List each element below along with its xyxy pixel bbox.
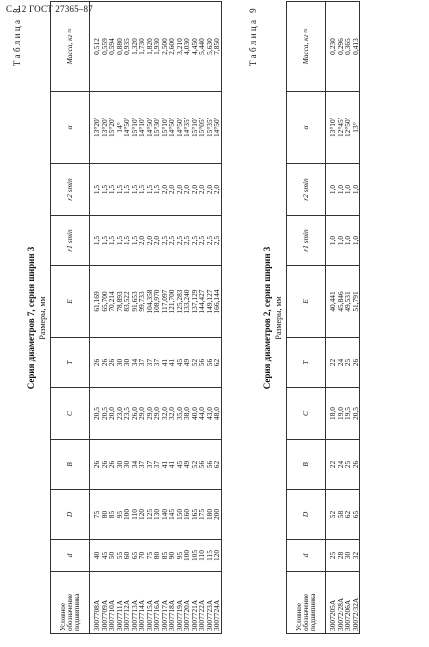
table-cell: 55 xyxy=(116,540,124,572)
table-cell: 137,129 xyxy=(191,266,199,338)
table-cell: 52 xyxy=(191,338,199,388)
table-cell: 75 xyxy=(146,540,154,572)
table-cell: 37 xyxy=(153,440,161,490)
column-header: T xyxy=(287,338,326,388)
table-cell: 1,5 xyxy=(146,164,154,216)
table-cell: 20,5 xyxy=(90,388,101,440)
table-cell: 3007205A xyxy=(326,572,337,634)
table-cell: 26,0 xyxy=(131,388,139,440)
table-cell: 18,0 xyxy=(326,388,337,440)
table-cell: 41 xyxy=(161,338,169,388)
table-row xyxy=(101,2,109,634)
column-header: r1 smin xyxy=(287,216,326,266)
table-cell: 80 xyxy=(153,540,161,572)
table-row xyxy=(183,2,191,634)
table-row xyxy=(138,2,146,634)
table-row xyxy=(123,2,131,634)
table-cell: 15°35' xyxy=(206,92,214,164)
table-cell: 0,594 xyxy=(108,2,116,92)
table-cell: 23,0 xyxy=(116,388,124,440)
table-cell: 19,0 xyxy=(337,388,345,440)
table-cell: 140 xyxy=(161,490,169,540)
table-row xyxy=(116,2,124,634)
table-cell: 51,791 xyxy=(352,266,360,338)
table-cell: 15°05' xyxy=(198,92,206,164)
column-header: d xyxy=(51,540,90,572)
table-cell: 1,320 xyxy=(131,2,139,92)
table-cell: 30 xyxy=(123,440,131,490)
table-cell: 3007708A xyxy=(90,572,101,634)
table-cell: 20,5 xyxy=(352,388,360,440)
table-cell: 3007713A xyxy=(131,572,139,634)
column-header: Масса, кг ≈ xyxy=(287,2,326,92)
table-row xyxy=(168,2,176,634)
table-cell: 32 xyxy=(352,540,360,572)
column-header: α xyxy=(51,92,90,164)
table-cell: 1,5 xyxy=(131,164,139,216)
table-cell: 2,0 xyxy=(176,164,184,216)
table-cell: 1,0 xyxy=(344,216,352,266)
table-cell: 166,144 xyxy=(213,266,221,338)
table-row xyxy=(198,2,206,634)
table-cell: 15°10' xyxy=(161,92,169,164)
table-cell: 70,214 xyxy=(108,266,116,338)
table-cell: 0,512 xyxy=(90,2,101,92)
table-cell: 34 xyxy=(131,440,139,490)
table-cell: 90 xyxy=(168,540,176,572)
table-cell: 13°20' xyxy=(101,92,109,164)
column-header: C xyxy=(51,388,90,440)
rotated-content xyxy=(12,2,421,634)
table-cell: 105 xyxy=(191,540,199,572)
table-cell: 0,230 xyxy=(326,2,337,92)
column-header: Условное обозначение подшипника xyxy=(51,572,90,634)
table-cell: 23,5 xyxy=(123,388,131,440)
table-cell: 13° xyxy=(352,92,360,164)
table-cell: 120 xyxy=(213,540,221,572)
table-cell: 5,630 xyxy=(206,2,214,92)
table-cell: 25 xyxy=(326,540,337,572)
table-cell: 2,600 xyxy=(168,2,176,92)
column-header: D xyxy=(51,490,90,540)
table-cell: 1,5 xyxy=(138,164,146,216)
table-row xyxy=(191,2,199,634)
table-cell: 14° xyxy=(116,92,124,164)
table-cell: 2,0 xyxy=(168,164,176,216)
table-cell: 0,365 xyxy=(344,2,352,92)
table-cell: 1,5 xyxy=(153,164,161,216)
table-cell: 45,846 xyxy=(337,266,345,338)
table-cell: 65 xyxy=(352,490,360,540)
table-cell: 25 xyxy=(344,338,352,388)
table-cell: 75 xyxy=(90,490,101,540)
table-cell: 41 xyxy=(161,440,169,490)
table-cell: 3,210 xyxy=(176,2,184,92)
column-header: C xyxy=(287,388,326,440)
column-header: Условное обозначение подшипника xyxy=(287,572,326,634)
table-cell: 3007724A xyxy=(213,572,221,634)
table-cell: 56 xyxy=(198,440,206,490)
table-cell: 28 xyxy=(337,540,345,572)
table-cell: 1,5 xyxy=(108,164,116,216)
table-cell: 100 xyxy=(123,490,131,540)
table-cell: 2,0 xyxy=(213,164,221,216)
table-cell: 117,097 xyxy=(161,266,169,338)
table-cell: 2,5 xyxy=(168,216,176,266)
table-cell: 32,0 xyxy=(161,388,169,440)
table-9-subtitle: Размеры, мм xyxy=(274,296,283,340)
table-cell: 30 xyxy=(123,338,131,388)
table-cell: 65 xyxy=(131,540,139,572)
table-cell: 15°10' xyxy=(131,92,139,164)
table-cell: 7,850 xyxy=(213,2,221,92)
table-cell: 22 xyxy=(326,338,337,388)
table-cell: 40,441 xyxy=(326,266,337,338)
table-cell: 56 xyxy=(206,338,214,388)
table-cell: 25 xyxy=(344,440,352,490)
table-cell: 3007717A xyxy=(161,572,169,634)
table-cell: 3007711A xyxy=(116,572,124,634)
column-header: T xyxy=(51,338,90,388)
table-cell: 70 xyxy=(138,540,146,572)
table-cell: 200 xyxy=(213,490,221,540)
table-row xyxy=(90,2,101,634)
table-cell: 41 xyxy=(168,440,176,490)
table-cell: 2,0 xyxy=(138,216,146,266)
table-cell: 99,733 xyxy=(138,266,146,338)
table-cell: 121,700 xyxy=(168,266,176,338)
table-cell: 78,893 xyxy=(116,266,124,338)
column-header: B xyxy=(287,440,326,490)
table-cell: 30072/32A xyxy=(352,572,360,634)
table-cell: 1,5 xyxy=(101,216,109,266)
table-row xyxy=(352,2,360,634)
table-cell: 2,0 xyxy=(191,164,199,216)
table-cell: 49 xyxy=(183,338,191,388)
column-header: r2 smin xyxy=(287,164,326,216)
table-cell: 29,0 xyxy=(138,388,146,440)
table-cell: 149,127 xyxy=(206,266,214,338)
table-cell: 26 xyxy=(108,338,116,388)
table-cell: 3007712A xyxy=(123,572,131,634)
table-cell: 85 xyxy=(161,540,169,572)
table-cell: 30 xyxy=(116,338,124,388)
header-row xyxy=(287,2,326,634)
table-cell: 150 xyxy=(176,490,184,540)
table-cell: 1,5 xyxy=(131,216,139,266)
table-cell: 37 xyxy=(138,338,146,388)
table-cell: 49 xyxy=(183,440,191,490)
table-cell: 3007720A xyxy=(183,572,191,634)
column-header: E xyxy=(51,266,90,338)
table-cell: 3007715A xyxy=(146,572,154,634)
table-cell: 2,0 xyxy=(153,216,161,266)
table-cell: 1,820 xyxy=(146,2,154,92)
table-cell: 1,5 xyxy=(123,164,131,216)
table-cell: 37 xyxy=(146,440,154,490)
table-cell: 30 xyxy=(116,440,124,490)
table-cell: 1,5 xyxy=(116,164,124,216)
column-header: E xyxy=(287,266,326,338)
table-cell: 165 xyxy=(191,490,199,540)
table-row xyxy=(146,2,154,634)
table-cell: 58 xyxy=(337,490,345,540)
table-cell: 13°10' xyxy=(326,92,337,164)
table-cell: 80 xyxy=(101,490,109,540)
table-cell: 50 xyxy=(108,540,116,572)
table-cell: 40 xyxy=(90,540,101,572)
column-header: d xyxy=(287,540,326,572)
table-cell: 104,358 xyxy=(146,266,154,338)
table-cell: 37 xyxy=(146,338,154,388)
table-cell: 1,5 xyxy=(123,216,131,266)
table-cell: 145 xyxy=(168,490,176,540)
table-cell: 37 xyxy=(138,440,146,490)
table-cell: 2,0 xyxy=(161,164,169,216)
table-cell: 29,0 xyxy=(146,388,154,440)
table-cell: 35,0 xyxy=(176,388,184,440)
table-cell: 62 xyxy=(344,490,352,540)
table-cell: 1,5 xyxy=(90,216,101,266)
table-cell: 12°50' xyxy=(344,92,352,164)
table-cell: 41 xyxy=(168,338,176,388)
column-header: α xyxy=(287,92,326,164)
table-cell: 2,0 xyxy=(146,216,154,266)
table-cell: 1,0 xyxy=(326,216,337,266)
table-cell: 49,531 xyxy=(344,266,352,338)
table-cell: 125 xyxy=(146,490,154,540)
table-cell: 14°35' xyxy=(183,92,191,164)
table-cell: 1,0 xyxy=(352,164,360,216)
table-cell: 3007722A xyxy=(198,572,206,634)
table-cell: 2,5 xyxy=(183,216,191,266)
table-cell: 26 xyxy=(352,440,360,490)
table-cell: 125,283 xyxy=(176,266,184,338)
table-cell: 52 xyxy=(326,490,337,540)
column-header: Масса, кг ≈ xyxy=(51,2,90,92)
table-9-label: Таблица 9 xyxy=(248,6,258,67)
table-row xyxy=(337,2,345,634)
table-cell: 0,935 xyxy=(123,2,131,92)
table-cell: 26 xyxy=(90,440,101,490)
table-cell: 120 xyxy=(138,490,146,540)
table-8 xyxy=(50,1,222,634)
table-cell: 180 xyxy=(206,490,214,540)
column-header: D xyxy=(287,490,326,540)
table-cell: 2,500 xyxy=(161,2,169,92)
table-cell: 2,5 xyxy=(198,216,206,266)
table-cell: 15°10' xyxy=(191,92,199,164)
table-cell: 2,5 xyxy=(176,216,184,266)
table-cell: 3007719A xyxy=(176,572,184,634)
table-cell: 38,0 xyxy=(183,388,191,440)
table-cell: 3007206A xyxy=(344,572,352,634)
table-row xyxy=(153,2,161,634)
table-cell: 20,0 xyxy=(108,388,116,440)
table-8-subtitle: Размеры, мм xyxy=(38,296,47,340)
table-cell: 12°45' xyxy=(337,92,345,164)
table-8-title: Серия диаметров 7, серия ширин 3 xyxy=(26,246,36,390)
table-cell: 133,240 xyxy=(183,266,191,338)
table-cell: 115 xyxy=(206,540,214,572)
table-cell: 110 xyxy=(198,540,206,572)
table-cell: 65,700 xyxy=(101,266,109,338)
table-cell: 175 xyxy=(198,490,206,540)
table-cell: 14°50' xyxy=(123,92,131,164)
table-cell: 45 xyxy=(176,338,184,388)
table-cell: 61,169 xyxy=(90,266,101,338)
table-cell: 26 xyxy=(101,440,109,490)
table-cell: 1,5 xyxy=(108,216,116,266)
table-cell: 45 xyxy=(101,540,109,572)
table-cell: 108,970 xyxy=(153,266,161,338)
table-cell: 13°20' xyxy=(90,92,101,164)
table-cell: 0,559 xyxy=(101,2,109,92)
table-cell: 130 xyxy=(153,490,161,540)
table-cell: 1,5 xyxy=(90,164,101,216)
table-cell: 3007723A xyxy=(206,572,214,634)
table-cell: 1,930 xyxy=(153,2,161,92)
table-cell: 2,5 xyxy=(191,216,199,266)
table-cell: 19,5 xyxy=(344,388,352,440)
table-cell: 5,440 xyxy=(198,2,206,92)
table-row xyxy=(213,2,221,634)
table-cell: 40,0 xyxy=(191,388,199,440)
table-cell: 56 xyxy=(206,440,214,490)
table-cell: 24 xyxy=(337,440,345,490)
table-row xyxy=(108,2,116,634)
table-cell: 22 xyxy=(326,440,337,490)
table-cell: 43,0 xyxy=(206,388,214,440)
table-8-label: Таблица 8 xyxy=(12,6,22,67)
table-cell: 15°30' xyxy=(153,92,161,164)
table-row xyxy=(206,2,214,634)
table-cell: 110 xyxy=(131,490,139,540)
header-row xyxy=(51,2,90,634)
table-cell: 0,413 xyxy=(352,2,360,92)
column-header: r2 smin xyxy=(51,164,90,216)
table-cell: 62 xyxy=(213,338,221,388)
table-cell: 26 xyxy=(90,338,101,388)
table-cell: 32,0 xyxy=(168,388,176,440)
table-cell: 3007714A xyxy=(138,572,146,634)
table-cell: 1,0 xyxy=(344,164,352,216)
table-row xyxy=(161,2,169,634)
table-cell: 1,730 xyxy=(138,2,146,92)
table-row xyxy=(344,2,352,634)
table-cell: 48,0 xyxy=(213,388,221,440)
table-cell: 2,5 xyxy=(206,216,214,266)
table-cell: 3007721A xyxy=(191,572,199,634)
table-cell: 3007709A xyxy=(101,572,109,634)
table-cell: 14°10' xyxy=(138,92,146,164)
table-cell: 2,0 xyxy=(183,164,191,216)
table-cell: 14°50' xyxy=(213,92,221,164)
table-cell: 3007716A xyxy=(153,572,161,634)
table-cell: 2,5 xyxy=(213,216,221,266)
table-cell: 15°20' xyxy=(108,92,116,164)
table-row xyxy=(326,2,337,634)
table-cell: 2,5 xyxy=(161,216,169,266)
table-row xyxy=(131,2,139,634)
table-cell: 26 xyxy=(101,338,109,388)
table-cell: 1,0 xyxy=(326,164,337,216)
table-cell: 3007710A xyxy=(108,572,116,634)
table-cell: 30072/28A xyxy=(337,572,345,634)
table-9-title: Серия диаметров 2, серия ширин 3 xyxy=(262,246,272,390)
table-cell: 26 xyxy=(108,440,116,490)
table-cell: 30 xyxy=(344,540,352,572)
table-cell: 4,450 xyxy=(191,2,199,92)
table-cell: 62 xyxy=(213,440,221,490)
table-cell: 14°50' xyxy=(168,92,176,164)
table-cell: 56 xyxy=(198,338,206,388)
table-cell: 37 xyxy=(153,338,161,388)
table-cell: 4,030 xyxy=(183,2,191,92)
table-cell: 20,5 xyxy=(101,388,109,440)
table-cell: 1,0 xyxy=(352,216,360,266)
table-cell: 2,0 xyxy=(198,164,206,216)
table-cell: 0,296 xyxy=(337,2,345,92)
table-cell: 144,427 xyxy=(198,266,206,338)
table-cell: 100 xyxy=(183,540,191,572)
table-row xyxy=(176,2,184,634)
table-cell: 44,0 xyxy=(198,388,206,440)
table-cell: 24 xyxy=(337,338,345,388)
column-header: r1 smin xyxy=(51,216,90,266)
table-cell: 85 xyxy=(108,490,116,540)
table-cell: 34 xyxy=(131,338,139,388)
page-header: С. 12 ГОСТ 27365–87 xyxy=(6,4,93,14)
table-cell: 1,0 xyxy=(337,216,345,266)
table-cell: 3007718A xyxy=(168,572,176,634)
column-header: B xyxy=(51,440,90,490)
table-cell: 60 xyxy=(123,540,131,572)
table-cell: 14°50' xyxy=(176,92,184,164)
table-cell: 1,0 xyxy=(337,164,345,216)
table-cell: 0,880 xyxy=(116,2,124,92)
table-cell: 1,5 xyxy=(101,164,109,216)
table-cell: 95 xyxy=(116,490,124,540)
table-cell: 45 xyxy=(176,440,184,490)
table-cell: 95 xyxy=(176,540,184,572)
table-9 xyxy=(286,1,360,634)
table-cell: 160 xyxy=(183,490,191,540)
table-cell: 29,0 xyxy=(153,388,161,440)
table-cell: 26 xyxy=(352,338,360,388)
table-cell: 2,0 xyxy=(206,164,214,216)
table-cell: 91,653 xyxy=(131,266,139,338)
table-cell: 52 xyxy=(191,440,199,490)
table-cell: 14°50' xyxy=(146,92,154,164)
table-cell: 1,5 xyxy=(116,216,124,266)
table-cell: 83,522 xyxy=(123,266,131,338)
